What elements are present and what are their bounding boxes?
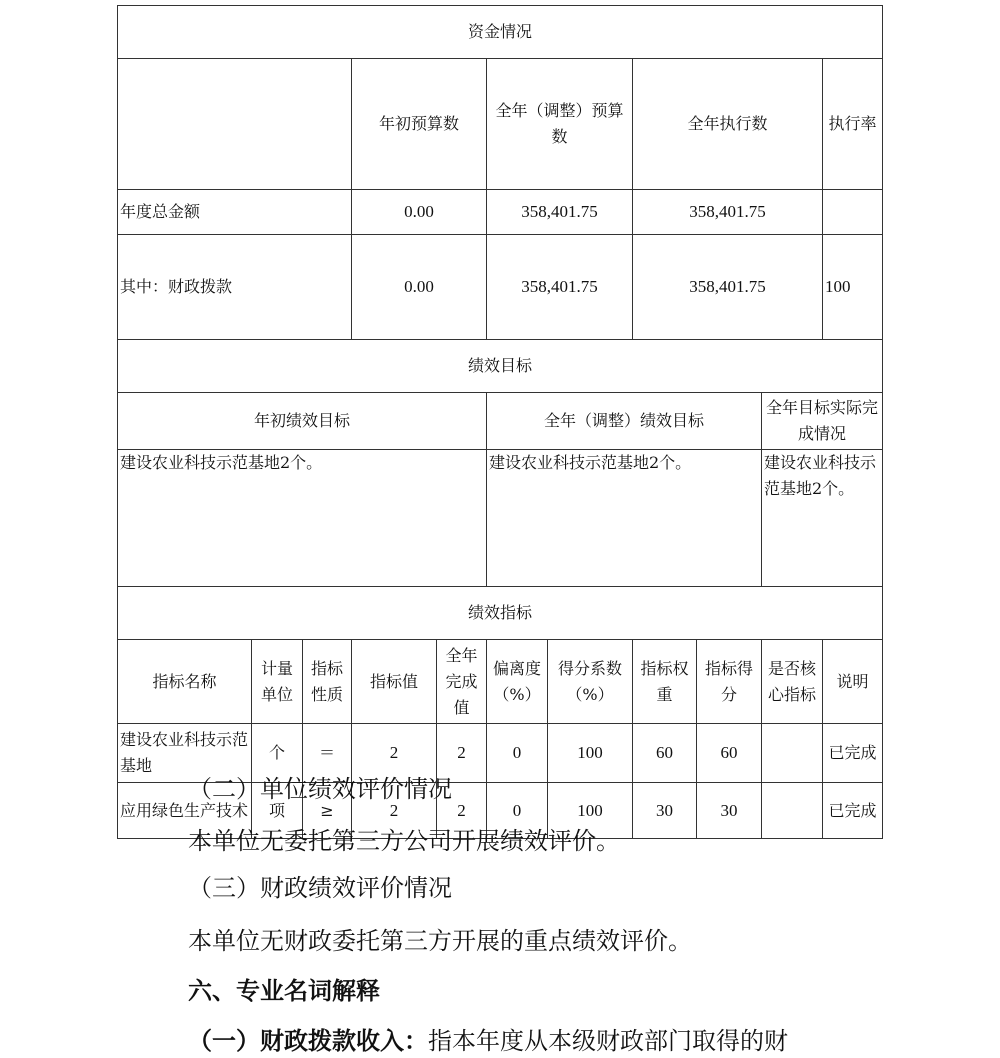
funds-header-blank bbox=[118, 59, 352, 190]
performance-table bbox=[117, 5, 882, 839]
indicator-name: 建设农业科技示范基地 bbox=[118, 724, 252, 783]
indicator-coefficient: 100 bbox=[548, 783, 633, 839]
goals-section-title: 绩效目标 bbox=[118, 340, 883, 393]
indicator-header-score: 指标得分 bbox=[697, 640, 762, 724]
indicator-header-actual: 全年完成值 bbox=[437, 640, 487, 724]
funds-rate-value: 100 bbox=[823, 235, 883, 340]
indicator-weight: 30 bbox=[633, 783, 697, 839]
funds-header-initial: 年初预算数 bbox=[352, 59, 487, 190]
glossary-definition: 指本年度从本级财政部门取得的财 bbox=[428, 1027, 788, 1055]
funds-executed-value: 358,401.75 bbox=[633, 190, 823, 235]
indicator-header-note: 说明 bbox=[823, 640, 883, 724]
indicator-header-deviation: 偏离度（%） bbox=[487, 640, 548, 724]
indicator-core bbox=[762, 783, 823, 839]
indicator-score: 30 bbox=[697, 783, 762, 839]
goals-header-adjusted: 全年（调整）绩效目标 bbox=[487, 393, 762, 450]
goals-adjusted-text: 建设农业科技示范基地2个。 bbox=[487, 450, 762, 587]
funds-header-executed: 全年执行数 bbox=[633, 59, 823, 190]
indicator-weight: 60 bbox=[633, 724, 697, 783]
indicator-deviation: 0 bbox=[487, 783, 548, 839]
indicator-coefficient: 100 bbox=[548, 724, 633, 783]
indicator-header-coefficient: 得分系数（%） bbox=[548, 640, 633, 724]
paragraph-unit-evaluation: 本单位无委托第三方公司开展绩效评价。 bbox=[188, 827, 620, 855]
indicator-note: 已完成 bbox=[823, 783, 883, 839]
glossary-item-fiscal-income bbox=[188, 1026, 788, 1056]
funds-initial-value: 0.00 bbox=[352, 190, 487, 235]
indicator-name: 应用绿色生产技术 bbox=[118, 783, 252, 839]
goals-initial-text: 建设农业科技示范基地2个。 bbox=[118, 450, 487, 587]
indicator-header-weight: 指标权重 bbox=[633, 640, 697, 724]
subheading-fiscal-evaluation: （三）财政绩效评价情况 bbox=[188, 874, 452, 902]
indicator-nature: ＝ bbox=[303, 724, 352, 783]
indicator-nature: ≥ bbox=[303, 783, 352, 839]
funds-rate-value bbox=[823, 190, 883, 235]
funds-executed-value: 358,401.75 bbox=[633, 235, 823, 340]
indicator-actual: 2 bbox=[437, 783, 487, 839]
indicator-target: 2 bbox=[352, 724, 437, 783]
indicator-deviation: 0 bbox=[487, 724, 548, 783]
funds-section-title: 资金情况 bbox=[118, 6, 883, 59]
goals-actual-text: 建设农业科技示范基地2个。 bbox=[762, 450, 883, 587]
indicator-score: 60 bbox=[697, 724, 762, 783]
goals-header-initial: 年初绩效目标 bbox=[118, 393, 487, 450]
goals-header-actual: 全年目标实际完成情况 bbox=[762, 393, 883, 450]
paragraph-fiscal-evaluation: 本单位无财政委托第三方开展的重点绩效评价。 bbox=[188, 927, 692, 955]
indicator-core bbox=[762, 724, 823, 783]
funds-initial-value: 0.00 bbox=[352, 235, 487, 340]
indicators-section-title: 绩效指标 bbox=[118, 587, 883, 640]
funds-adjusted-value: 358,401.75 bbox=[487, 190, 633, 235]
indicator-header-unit: 计量单位 bbox=[252, 640, 303, 724]
indicator-header-nature: 指标性质 bbox=[303, 640, 352, 724]
indicator-header-core: 是否核心指标 bbox=[762, 640, 823, 724]
glossary-term: （一）财政拨款收入： bbox=[188, 1026, 428, 1055]
subheading-unit-evaluation: （二）单位绩效评价情况 bbox=[188, 775, 452, 803]
indicator-target: 2 bbox=[352, 783, 437, 839]
funds-row-label: 其中：财政拨款 bbox=[118, 235, 352, 340]
funds-header-adjusted: 全年（调整）预算数 bbox=[487, 59, 633, 190]
indicator-header-name: 指标名称 bbox=[118, 640, 252, 724]
funds-row-label: 年度总金额 bbox=[118, 190, 352, 235]
indicator-header-target: 指标值 bbox=[352, 640, 437, 724]
section-heading-glossary: 六、专业名词解释 bbox=[188, 976, 380, 1005]
indicator-unit: 项 bbox=[252, 783, 303, 839]
indicator-note: 已完成 bbox=[823, 724, 883, 783]
funds-header-rate: 执行率 bbox=[823, 59, 883, 190]
indicator-unit: 个 bbox=[252, 724, 303, 783]
funds-adjusted-value: 358,401.75 bbox=[487, 235, 633, 340]
indicator-actual: 2 bbox=[437, 724, 487, 783]
